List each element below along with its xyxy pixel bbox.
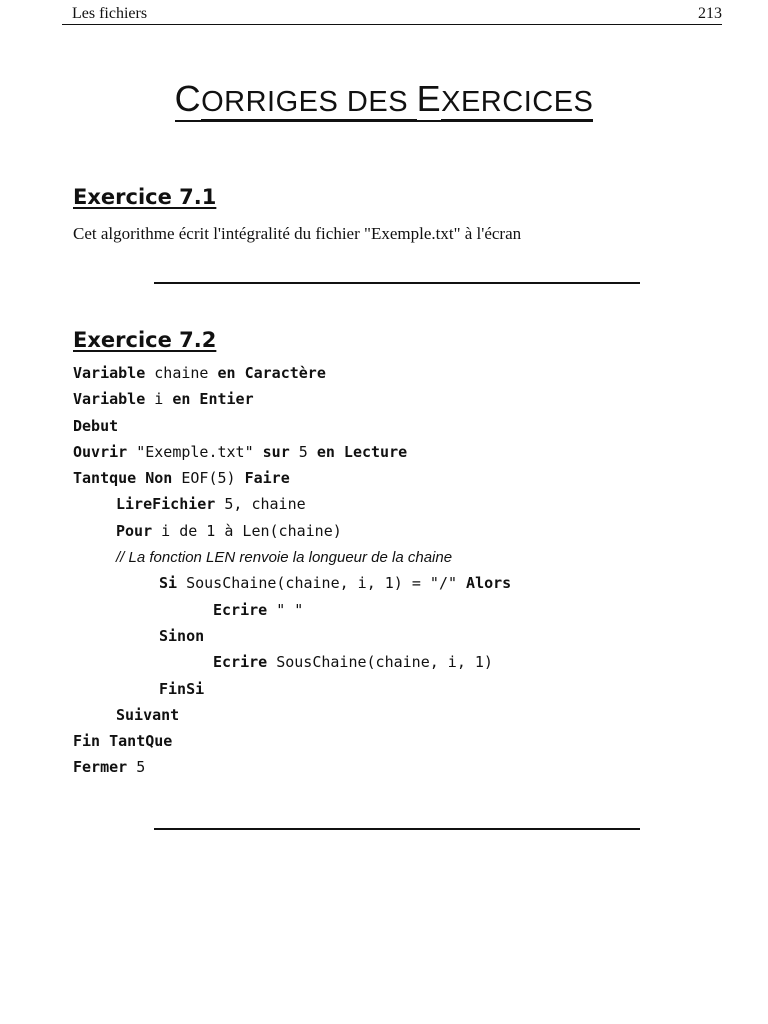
- code-keyword: Si: [159, 574, 178, 593]
- code-text: SousChaine(chaine, i, 1) = "/": [177, 574, 467, 593]
- code-keyword: Debut: [73, 416, 119, 435]
- code-keyword: en Lecture: [316, 442, 408, 461]
- code-text: " ": [267, 600, 304, 619]
- code-keyword: sur: [262, 442, 290, 461]
- code-line: [73, 728, 511, 754]
- code-line: [73, 754, 511, 780]
- code-line: [73, 597, 511, 623]
- pseudocode-block: [73, 360, 511, 781]
- running-header: [62, 4, 722, 25]
- code-keyword: en Caractère: [217, 364, 326, 382]
- code-comment: // La fonction LEN renvoie la longueur de la chaine: [116, 549, 453, 567]
- exercise-7-1-text: Cet algorithme écrit l'intégralité du fichier "Exemple.txt" à l'écran: [73, 224, 522, 243]
- page-title: [0, 78, 768, 120]
- code-text: 5, chaine: [215, 495, 306, 514]
- code-line: [73, 702, 511, 728]
- code-keyword: Ouvrir: [73, 442, 128, 461]
- code-text: "Exemple.txt": [127, 442, 263, 461]
- code-keyword: Fin TantQue: [73, 732, 173, 751]
- code-text: EOF(5): [172, 469, 245, 488]
- code-keyword: Variable: [73, 364, 146, 382]
- exercise-7-1-heading: Exercice 7.1: [73, 185, 217, 209]
- code-keyword: en Entier: [172, 390, 254, 409]
- code-keyword: FinSi: [159, 679, 205, 698]
- code-keyword: Faire: [244, 469, 290, 488]
- code-keyword: Ecrire: [213, 653, 268, 672]
- exercise-7-2-heading: Exercice 7.2: [73, 328, 217, 352]
- code-line: [73, 649, 511, 675]
- code-line: [73, 491, 511, 517]
- code-comment-line: [73, 544, 511, 570]
- code-keyword: Pour: [116, 521, 153, 540]
- code-line: [73, 623, 511, 649]
- code-text: SousChaine(chaine, i, 1): [267, 653, 493, 672]
- code-line: [73, 465, 511, 491]
- code-line: [73, 518, 511, 544]
- page-title-text: CORRIGES DES EXERCICES: [175, 78, 594, 122]
- code-line: [73, 386, 511, 412]
- code-keyword: Ecrire: [213, 600, 268, 619]
- code-keyword: Alors: [466, 574, 512, 593]
- code-keyword: Tantque Non: [73, 469, 173, 488]
- code-text: i: [145, 390, 173, 409]
- code-text: i de 1 à Len(chaine): [152, 521, 342, 540]
- code-line: [73, 360, 511, 386]
- chapter-title: Les fichiers: [72, 5, 148, 22]
- code-text: chaine: [145, 364, 218, 382]
- code-keyword: Suivant: [116, 705, 180, 724]
- code-text: 5: [127, 758, 146, 777]
- section-divider: [154, 282, 640, 284]
- code-keyword: Sinon: [159, 626, 205, 645]
- code-text: 5: [289, 442, 317, 461]
- page-number: 213: [698, 5, 722, 22]
- code-line: [73, 413, 511, 439]
- code-line: [73, 676, 511, 702]
- code-keyword: Variable: [73, 390, 146, 409]
- code-keyword: Fermer: [73, 758, 128, 777]
- section-divider: [154, 828, 640, 830]
- code-line: [73, 439, 511, 465]
- code-keyword: LireFichier: [116, 495, 216, 514]
- code-line: [73, 570, 511, 596]
